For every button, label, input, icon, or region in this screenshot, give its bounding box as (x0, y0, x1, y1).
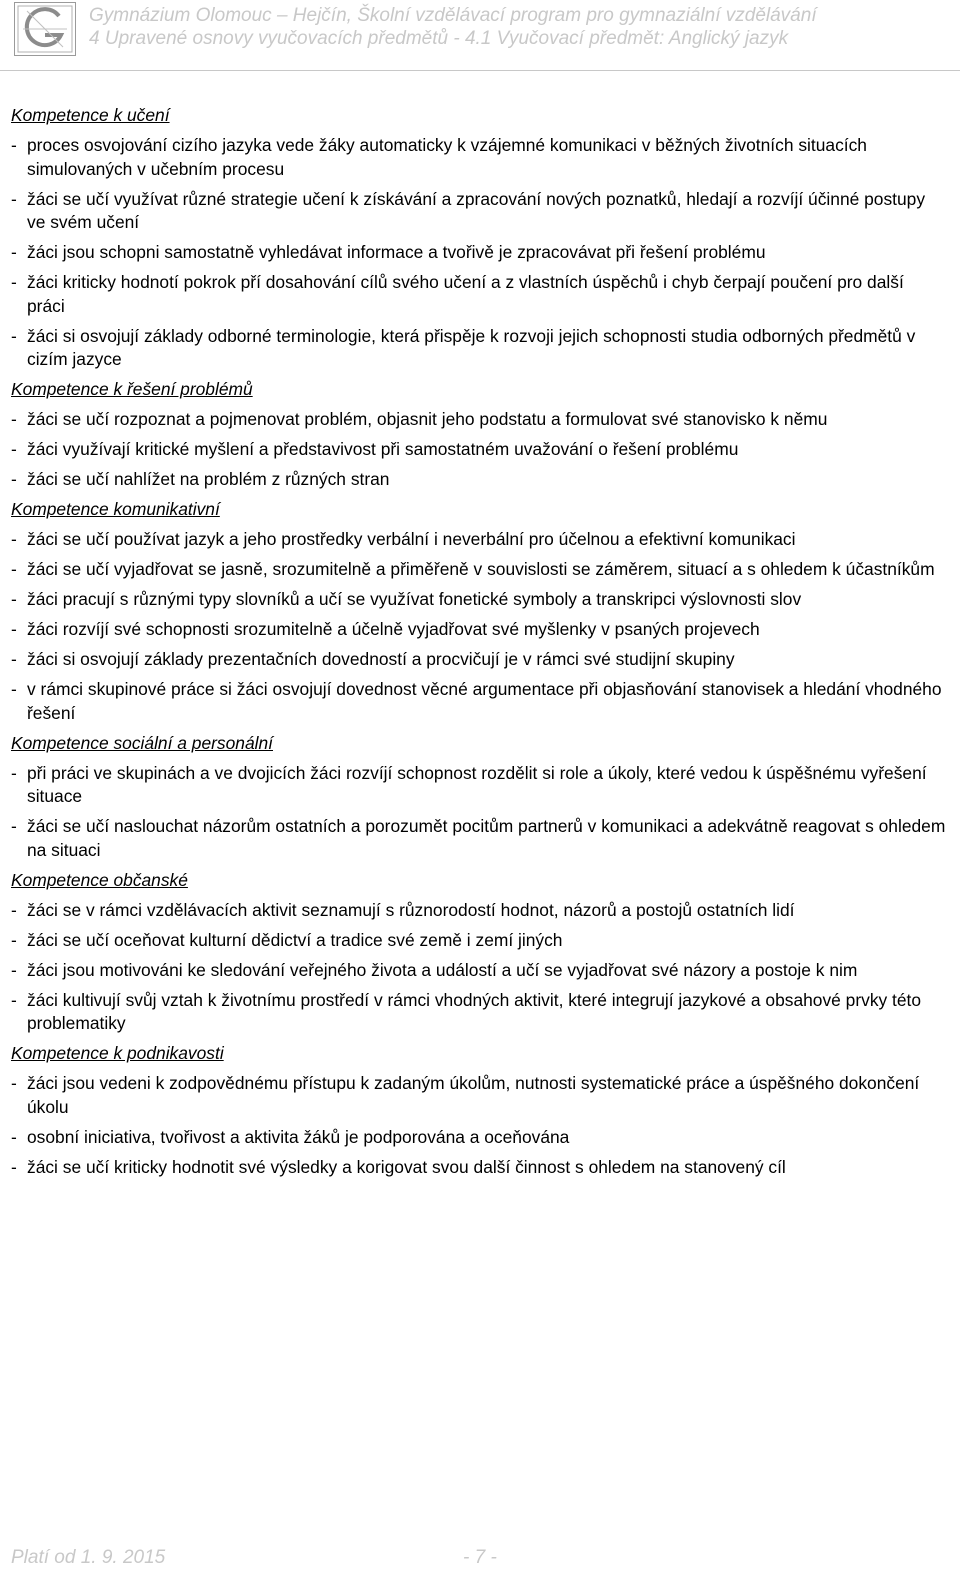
bullet-dash: - (11, 272, 17, 292)
header-subject-title: 4 Upravené osnovy vyučovacích předmětů - 4.1 Vyučovací předmět: Anglický jazyk (89, 28, 789, 49)
bullet-dash: - (11, 1126, 17, 1147)
list-item (11, 325, 946, 372)
page-header (0, 0, 960, 70)
list-item (11, 959, 946, 983)
list-item-text: žáci se učí vyjadřovat se jasně, srozumitelně a přiměřeně v souvislosti se záměrem, situací a s ohledem k účastníkům (27, 559, 935, 579)
list-item (11, 989, 946, 1036)
list-item-text: žáci se učí kriticky hodnotit své výsledky a korigovat svou další činnost s ohledem na stanovený cíl (27, 1156, 786, 1177)
list-item-text: žáci se učí nahlížet na problém z různých stran (27, 469, 390, 489)
bullet-dash: - (11, 469, 17, 489)
list-item-text: žáci si osvojují základy odborné terminologie, která přispěje k rozvoji jejich schopnosti studia odborných předmětů v cizím jazyce (27, 325, 916, 369)
section-heading: Kompetence sociální a personální (11, 732, 273, 753)
list-item-text: žáci jsou schopni samostatně vyhledávat informace a tvořivě je zpracovávat při řešení problému (27, 242, 766, 262)
section-heading: Kompetence k učení (11, 105, 170, 125)
bullet-dash: - (11, 929, 17, 950)
bullet-dash: - (11, 989, 17, 1010)
list-item-text: žáci se učí rozpoznat a pojmenovat problém, objasnit jeho podstatu a formulovat své stanovisko k němu (27, 409, 828, 429)
bullet-dash: - (11, 409, 17, 429)
bullet-dash: - (11, 679, 17, 699)
section-heading: Kompetence komunikativní (11, 499, 220, 519)
list-item (11, 618, 946, 642)
list-item (11, 815, 946, 862)
list-item-text: při práci ve skupinách a ve dvojicích žáci rozvíjí schopnost rozdělit si role a úkoly, které vedou k úspěšnému vyřešení situace (27, 762, 927, 806)
list-item (11, 588, 946, 612)
list-item (11, 134, 946, 181)
list-item-text: osobní iniciativa, tvořivost a aktivita žáků je podporována a oceňována (27, 1126, 570, 1147)
bullet-dash: - (11, 1073, 17, 1093)
bullet-dash: - (11, 649, 17, 669)
list-item-text: žáci se učí oceňovat kulturní dědictví a tradice své země i zemí jiných (27, 929, 563, 950)
footer-page-number: - 7 - (463, 1547, 497, 1568)
list-item (11, 408, 946, 432)
list-item (11, 1072, 946, 1119)
list-item-text: žáci se učí využívat různé strategie učení k získávání a zpracování nových poznatků, hledají a rozvíjí účinné postupy ve svém učení (27, 188, 926, 232)
list-item (11, 528, 946, 552)
list-item-text: žáci si osvojují základy prezentačních dovedností a procvičují je v rámci své studijní skupiny (27, 649, 735, 669)
list-item (11, 188, 946, 235)
list-item (11, 678, 946, 725)
list-item (11, 762, 946, 809)
bullet-dash: - (11, 529, 17, 549)
list-item-text: žáci využívají kritické myšlení a představivost při samostatném uvažování o řešení problému (27, 439, 739, 459)
list-item-text: žáci pracují s různými typy slovníků a učí se využívat fonetické symboly a transkripci výslovnosti slov (27, 589, 802, 609)
list-item (11, 438, 946, 462)
list-item (11, 241, 946, 265)
list-item-text: žáci rozvíjí své schopnosti srozumitelně a účelně vyjadřovat své myšlenky v psaných projevech (27, 619, 760, 639)
header-school-title: Gymnázium Olomouc – Hejčín, Školní vzdělávací program pro gymnaziální vzdělávání (89, 5, 817, 26)
footer-valid-from: Platí od 1. 9. 2015 (11, 1547, 166, 1568)
list-item (11, 929, 946, 953)
bullet-dash: - (11, 559, 17, 579)
list-item (11, 468, 946, 492)
list-item-text: žáci se v rámci vzdělávacích aktivit seznamují s různorodostí hodnot, názorů a postojů ostatních lidí (27, 899, 795, 920)
list-item (11, 558, 946, 582)
bullet-dash: - (11, 325, 17, 346)
list-item-text: v rámci skupinové práce si žáci osvojují dovednost věcné argumentace při objasňování stanovisek a hledání vhodného řešení (27, 679, 942, 723)
header-divider (0, 70, 960, 71)
bullet-dash: - (11, 1156, 17, 1177)
bullet-dash: - (11, 816, 17, 836)
section-heading: Kompetence k podnikavosti (11, 1043, 224, 1063)
list-item-text: žáci kriticky hodnotí pokrok pří dosahování cílů svého učení a z vlastních úspěchů i chyb čerpají poučení pro další práci (27, 272, 904, 316)
list-item-text: proces osvojování cizího jazyka vede žáky automaticky k vzájemné komunikaci v běžných životních situacích simulovaných v učebním procesu (27, 135, 867, 179)
list-item-text: žáci se učí naslouchat názorům ostatních a porozumět pocitům partnerů v komunikaci a adekvátně reagovat s ohledem na situaci (27, 816, 946, 860)
list-item (11, 1156, 946, 1180)
bullet-dash: - (11, 589, 17, 609)
bullet-dash: - (11, 439, 17, 459)
document-body (11, 104, 946, 1186)
bullet-dash: - (11, 242, 17, 262)
list-item-text: žáci jsou vedeni k zodpovědnému přístupu k zadaným úkolům, nutnosti systematické práce a úspěšného dokončení úkolu (27, 1073, 920, 1117)
list-item-text: žáci kultivují svůj vztah k životnímu prostředí v rámci vhodných aktivit, které integrují jazykové a obsahové prvky této problematiky (27, 989, 922, 1033)
list-item (11, 899, 946, 923)
list-item (11, 271, 946, 318)
list-item-text: žáci se učí používat jazyk a jeho prostředky verbální i neverbální pro účelnou a efektivní komunikaci (27, 529, 796, 549)
list-item (11, 648, 946, 672)
bullet-dash: - (11, 762, 17, 783)
bullet-dash: - (11, 188, 17, 209)
school-logo-icon (14, 2, 76, 56)
bullet-dash: - (11, 959, 17, 980)
section-heading: Kompetence k řešení problémů (11, 379, 253, 399)
bullet-dash: - (11, 899, 17, 920)
bullet-dash: - (11, 135, 17, 155)
list-item-text: žáci jsou motivováni ke sledování veřejného života a událostí a učí se vyjadřovat své názory a postoje k nim (27, 959, 858, 980)
list-item (11, 1126, 946, 1150)
section-heading: Kompetence občanské (11, 869, 188, 890)
bullet-dash: - (11, 619, 17, 639)
